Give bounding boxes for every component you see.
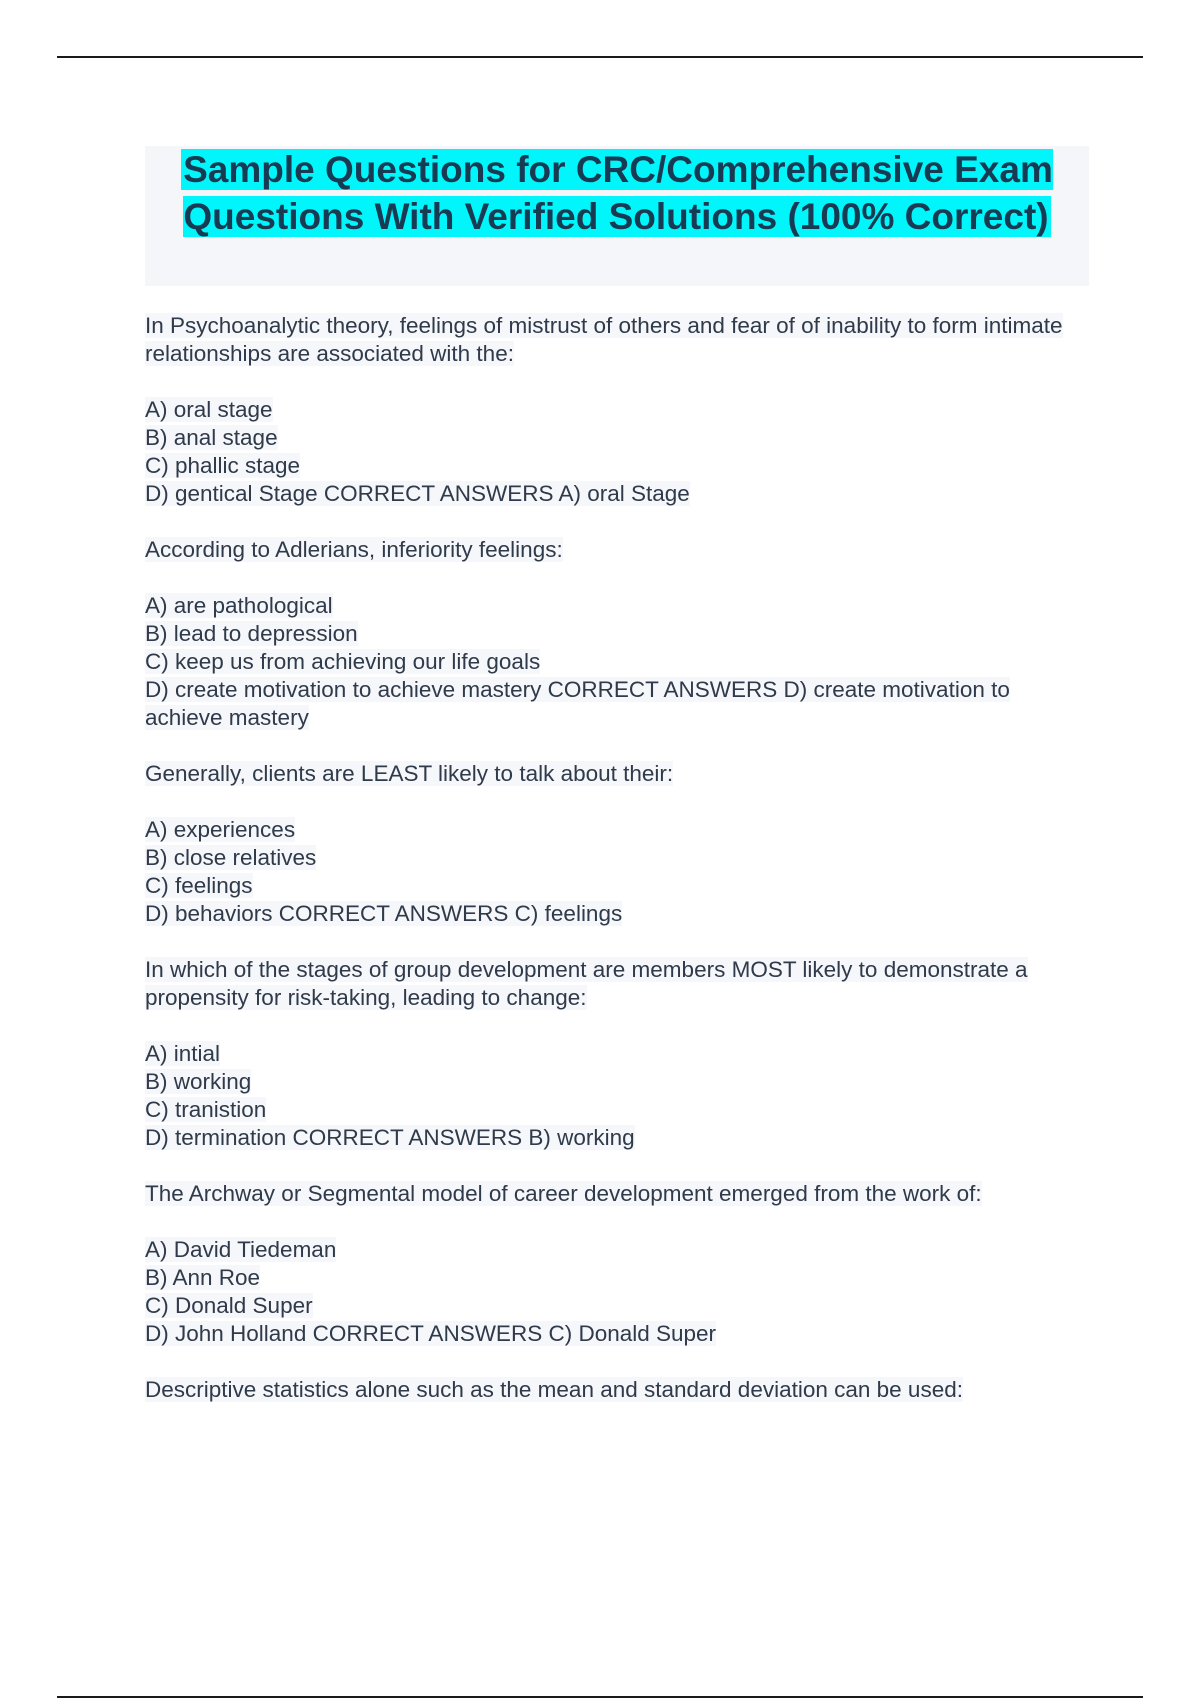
answer-option: D) behaviors CORRECT ANSWERS C) feelings: [145, 901, 623, 926]
answer-option: B) lead to depression: [145, 621, 358, 646]
answer-options: [145, 1040, 1089, 1152]
answer-option: B) close relatives: [145, 845, 317, 870]
question-item: [145, 956, 1089, 1152]
questions-list: [145, 312, 1089, 1432]
answer-option: C) Donald Super: [145, 1293, 313, 1318]
answer-option: B) Ann Roe: [145, 1265, 261, 1290]
answer-option: A) experiences: [145, 817, 296, 842]
answer-options: [145, 592, 1089, 732]
bottom-rule: [57, 1696, 1143, 1698]
answer-options: [145, 1236, 1089, 1348]
answer-option: D) gentical Stage CORRECT ANSWERS A) oral Stage: [145, 481, 690, 506]
question-item: [145, 1376, 1089, 1404]
answer-option: B) anal stage: [145, 425, 278, 450]
question-item: [145, 1180, 1089, 1348]
answer-options: [145, 396, 1089, 508]
answer-option: A) David Tiedeman: [145, 1237, 337, 1262]
question-item: [145, 760, 1089, 928]
answer-option: A) intial: [145, 1041, 221, 1066]
answer-option: B) working: [145, 1069, 252, 1094]
answer-option: A) are pathological: [145, 593, 333, 618]
question-text: In Psychoanalytic theory, feelings of mistrust of others and fear of of inability to form intimate relationships are associated with the:: [145, 313, 1063, 366]
answer-option: C) phallic stage: [145, 453, 301, 478]
answer-options: [145, 816, 1089, 928]
question-text: Generally, clients are LEAST likely to talk about their:: [145, 761, 674, 786]
top-rule: [57, 56, 1143, 58]
question-text: According to Adlerians, inferiority feelings:: [145, 537, 563, 562]
answer-option: C) keep us from achieving our life goals: [145, 649, 541, 674]
answer-option: D) John Holland CORRECT ANSWERS C) Donald Super: [145, 1321, 717, 1346]
title-block: [145, 146, 1089, 286]
document-title: Sample Questions for CRC/Comprehensive Exam Questions With Verified Solutions (100% Correct): [183, 149, 1053, 237]
answer-option: C) feelings: [145, 873, 253, 898]
question-text: In which of the stages of group development are members MOST likely to demonstrate a propensity for risk-taking, leading to change:: [145, 957, 1028, 1010]
question-text: Descriptive statistics alone such as the mean and standard deviation can be used:: [145, 1377, 963, 1402]
answer-option: D) termination CORRECT ANSWERS B) working: [145, 1125, 635, 1150]
question-item: [145, 312, 1089, 508]
answer-option: A) oral stage: [145, 397, 273, 422]
question-text: The Archway or Segmental model of career development emerged from the work of:: [145, 1181, 982, 1206]
answer-option: C) tranistion: [145, 1097, 267, 1122]
question-item: [145, 536, 1089, 732]
answer-option: D) create motivation to achieve mastery CORRECT ANSWERS D) create motivation to achieve mastery: [145, 677, 1010, 730]
